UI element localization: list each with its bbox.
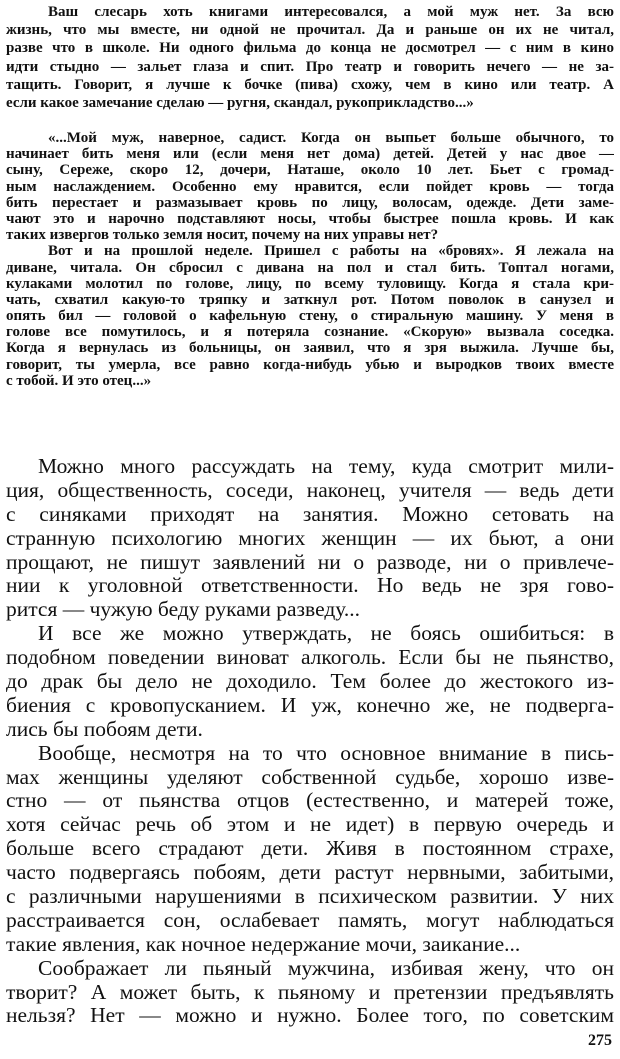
- text-line: хотя сейчас речь об этом и не идет) в первую очередь и: [6, 813, 614, 837]
- text-line: прощают, не пишут заявлений ни о разводе, ни о привлече-: [6, 550, 614, 574]
- text-line: говорит, ты умерла, все равно когда-нибудь убью и выродков твоих вместе: [6, 356, 614, 373]
- text-line: больше всего страдают дети. Живя в постоянном страхе,: [6, 837, 614, 861]
- text-line: биения с кровопусканием. И уж, конечно же, не подверга-: [6, 693, 614, 717]
- text-line: тащить. Говорит, я лучше к бочке (пива) схожу, чем в кино или театр. А: [6, 76, 614, 93]
- text-line: с тобой. И это отец...»: [6, 372, 152, 389]
- text-line: жизнь, что мы вместе, ни одной не прочитал. Да и раньше он их не читал,: [6, 22, 614, 39]
- text-line: таких извергов только земля носит, почему на них управы нет?: [6, 227, 439, 244]
- text-line: бить перестает и размазывает кровь по лицу, волосам, одежде. Дети заме-: [6, 194, 614, 211]
- text-line: ным наслаждением. Особенно ему нравится, если пойдет кровь — тогда: [6, 178, 614, 195]
- text-line: до драк бы дело не доходило. Тем более до жестокого из-: [6, 670, 614, 694]
- text-line: Ваш слесарь хоть книгами интересовался, а мой муж нет. За всю: [48, 4, 614, 20]
- text-line: рится — чужую беду руками разведу...: [6, 598, 360, 622]
- text-line: с синяками приходят на занятия. Можно сетовать на: [6, 502, 614, 526]
- text-line: Можно много рассуждать на тему, куда смотрит мили-: [38, 455, 614, 478]
- text-line: кулаками молотил по голове, лицу, по всему туловищу. Когда я стала кри-: [6, 275, 614, 292]
- letter-quote-paragraph-2: [6, 130, 614, 389]
- text-line: подобном поведении виноват алкоголь. Если бы не пьянство,: [6, 646, 614, 670]
- text-line: диване, читала. Он сбросил с дивана на пол и стал бить. Топтал ногами,: [6, 259, 614, 276]
- text-line: странную психологию многих женщин — их бьют, а они: [6, 526, 614, 550]
- text-line: часто подвергаясь побоям, дети растут нервными, забитыми,: [6, 861, 614, 885]
- text-line: лись бы побоям дети.: [6, 717, 203, 741]
- text-line: ция, общественность, соседи, наконец, учителя — ведь дети: [6, 478, 614, 502]
- text-line: «...Мой муж, наверное, садист. Когда он выпьет больше обычного, то: [48, 130, 614, 146]
- text-line: И все же можно утверждать, не боясь ошибиться: в: [38, 622, 614, 646]
- text-line: начинает бить меня или (если меня нет дома) детей. Детей у нас двое —: [6, 146, 614, 163]
- text-line: стно — от пьянства отцов (естественно, и матерей тоже,: [6, 789, 614, 813]
- text-line: чать, схватил какую-то тряпку и заткнул рот. Потом поволок в санузел и: [6, 291, 614, 308]
- text-line: с различными нарушениями в психическом развитии. У них: [6, 885, 614, 909]
- text-line: расстраивается сон, ослабевает память, могут наблюдаться: [6, 908, 614, 932]
- text-line: разве что в школе. Ни одного фильма до конца не досмотрел — с ним в кино: [6, 40, 614, 57]
- text-line: Соображает ли пьяный мужчина, избивая жену, что он: [38, 956, 614, 980]
- text-line: мах женщины уделяют собственной судьбе, хорошо изве-: [6, 765, 614, 789]
- text-line: голове все помутилось, и я потеряла сознание. «Скорую» вызвала соседка.: [6, 324, 614, 341]
- letter-quote-paragraph-1: [6, 3, 614, 112]
- text-line: Вот и на прошлой неделе. Пришел с работы на «бровях». Я лежала на: [48, 243, 614, 260]
- text-line: творит? А может быть, к пьяному и претензии предъявлять: [6, 980, 614, 1004]
- text-line: опять бил — головой о кафельную стену, о стиральную машину. У меня в: [6, 308, 614, 325]
- text-line: такие явления, как ночное недержание мочи, заикание...: [6, 932, 521, 956]
- page-number: 275: [588, 1032, 612, 1049]
- text-line: сыну, Сереже, скоро 12, дочери, Наташе, около 10 лет. Бьет с громад-: [6, 162, 614, 179]
- text-line: если какое замечание сделаю — ругня, скандал, рукоприкладство...»: [6, 94, 474, 111]
- text-line: Вообще, несмотря на то что основное внимание в пись-: [38, 741, 614, 765]
- text-line: чают это и нарочно подставляют носы, чтобы быстрее пошла кровь. И как: [6, 210, 614, 227]
- text-line: нии к уголовной ответственности. Но ведь не зря гово-: [6, 574, 614, 598]
- text-line: нельзя? Нет — можно и нужно. Более того, по советским: [6, 1004, 614, 1028]
- text-line: Когда я вернулась из больницы, он заявил, что я зря выжила. Лучше бы,: [6, 340, 614, 357]
- main-body-text: [6, 455, 614, 1028]
- text-line: идти стыдно — зальет глаза и спит. Про театр и говорить нечего — не за-: [6, 58, 614, 75]
